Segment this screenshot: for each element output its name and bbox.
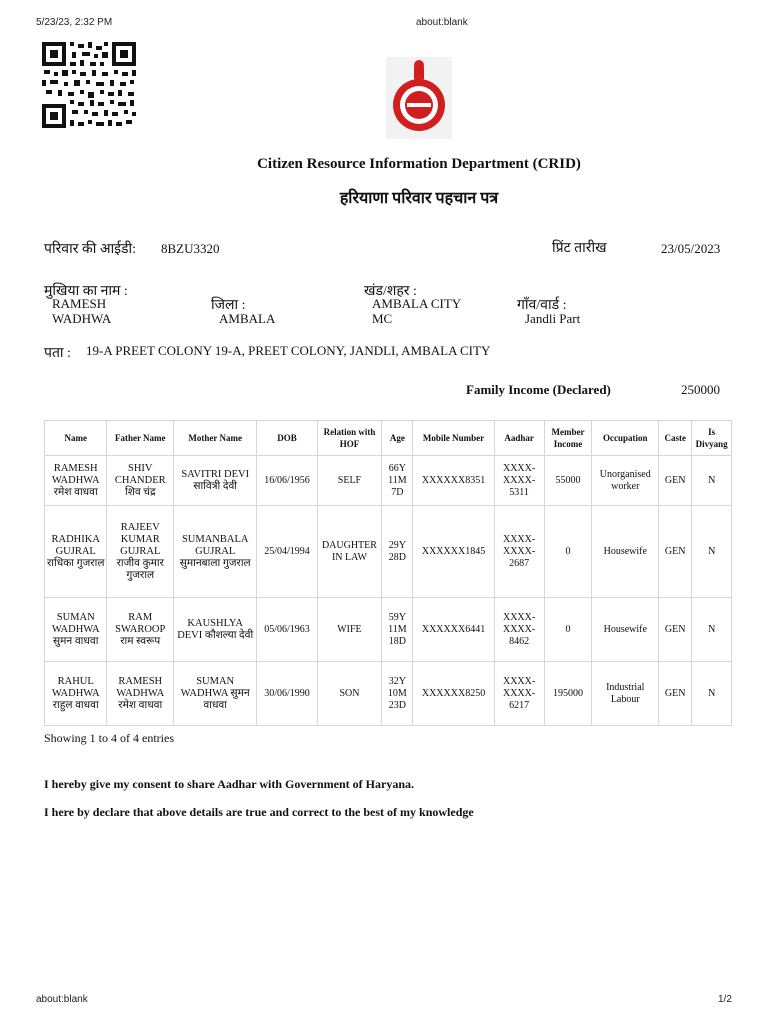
cell-divyang: N [692, 506, 732, 598]
cell-relation: WIFE [317, 598, 382, 662]
footer-page-number: 1/2 [718, 994, 732, 1005]
cell-relation: SON [317, 662, 382, 726]
cell-occupation: Housewife [592, 506, 659, 598]
family-id-label: परिवार की आईडी: [44, 242, 137, 257]
table-row [45, 506, 732, 598]
print-date-value: 23/05/2023 [661, 241, 721, 256]
column-header: Caste [659, 421, 692, 456]
entries-info: Showing 1 to 4 of 4 entries [44, 731, 174, 745]
column-header: Is Divyang [692, 421, 732, 456]
column-header: DOB [257, 421, 317, 456]
members-table [44, 420, 732, 726]
column-header: Mother Name [174, 421, 257, 456]
column-header: Occupation [592, 421, 659, 456]
cell-mobile: XXXXXX8351 [413, 456, 494, 506]
column-header: Aadhar [494, 421, 544, 456]
cell-member-income: 0 [544, 506, 592, 598]
cell-age: 29Y 28D [382, 506, 413, 598]
block-line1: AMBALA CITY [372, 296, 462, 311]
cell-occupation: Industrial Labour [592, 662, 659, 726]
cell-dob: 16/06/1956 [257, 456, 317, 506]
cell-aadhar: XXXX-XXXX-8462 [494, 598, 544, 662]
cell-dob: 25/04/1994 [257, 506, 317, 598]
cell-divyang: N [692, 456, 732, 506]
village-label: गाँव/वार्ड : [517, 298, 567, 313]
address-value: 19-A PREET COLONY 19-A, PREET COLONY, JANDLI, AMBALA CITY [86, 343, 491, 358]
print-datetime: 5/23/23, 2:32 PM [36, 17, 113, 28]
cell-aadhar: XXXX-XXXX-5311 [494, 456, 544, 506]
family-id-value: 8BZU3320 [161, 241, 220, 256]
family-income-value: 250000 [681, 382, 720, 397]
head-name-label: मुखिया का नाम : [44, 284, 128, 299]
column-header: Age [382, 421, 413, 456]
cell-dob: 30/06/1990 [257, 662, 317, 726]
cell-aadhar: XXXX-XXXX-2687 [494, 506, 544, 598]
document-title: Citizen Resource Information Department (CRID) [257, 156, 581, 172]
cell-mother-name: SAVITRI DEVI सावित्री देवी [174, 456, 257, 506]
cell-member-income: 195000 [544, 662, 592, 726]
cell-aadhar: XXXX-XXXX-6217 [494, 662, 544, 726]
table-row [45, 662, 732, 726]
cell-dob: 05/06/1963 [257, 598, 317, 662]
qr-code-icon [40, 40, 138, 130]
print-date-label: प्रिंट तारीख [552, 241, 607, 256]
cell-caste: GEN [659, 456, 692, 506]
cell-mother-name: KAUSHLYA DEVI कौशल्या देवी [174, 598, 257, 662]
column-header: Father Name [107, 421, 174, 456]
declaration-statement: I here by declare that above details are true and correct to the best of my knowledge [44, 805, 474, 819]
haryana-emblem-icon [386, 57, 452, 139]
cell-age: 32Y 10M 23D [382, 662, 413, 726]
family-income-label: Family Income (Declared) [466, 382, 611, 397]
cell-father-name: RAJEEV KUMAR GUJRAL राजीव कुमार गुजराल [107, 506, 174, 598]
district-label: जिला : [211, 298, 246, 313]
village-value: Jandli Part [525, 311, 581, 326]
cell-caste: GEN [659, 598, 692, 662]
footer-url: about:blank [36, 994, 88, 1005]
table-row [45, 598, 732, 662]
cell-occupation: Unorganised worker [592, 456, 659, 506]
block-label: खंड/शहर : [364, 284, 417, 299]
cell-mobile: XXXXXX1845 [413, 506, 494, 598]
column-header: Mobile Number [413, 421, 494, 456]
cell-father-name: RAMESH WADHWA रमेश वाधवा [107, 662, 174, 726]
table-row [45, 456, 732, 506]
cell-father-name: RAM SWAROOP राम स्वरूप [107, 598, 174, 662]
column-header: Relation with HOF [317, 421, 382, 456]
cell-mother-name: SUMANBALA GUJRAL सुमानबाला गुजराल [174, 506, 257, 598]
cell-mobile: XXXXXX6441 [413, 598, 494, 662]
block-line2: MC [372, 311, 393, 326]
cell-caste: GEN [659, 662, 692, 726]
cell-age: 59Y 11M 18D [382, 598, 413, 662]
cell-member-income: 55000 [544, 456, 592, 506]
cell-relation: SELF [317, 456, 382, 506]
cell-name: RAMESH WADHWA रमेश वाधवा [45, 456, 107, 506]
print-url: about:blank [416, 17, 468, 28]
district-value: AMBALA [219, 311, 276, 326]
cell-caste: GEN [659, 506, 692, 598]
address-label: पता : [44, 346, 71, 361]
cell-occupation: Housewife [592, 598, 659, 662]
cell-relation: DAUGHTER IN LAW [317, 506, 382, 598]
cell-divyang: N [692, 662, 732, 726]
head-name-line1: RAMESH [52, 296, 107, 311]
cell-divyang: N [692, 598, 732, 662]
cell-age: 66Y 11M 7D [382, 456, 413, 506]
cell-name: RAHUL WADHWA राहुल वाधवा [45, 662, 107, 726]
consent-statement: I hereby give my consent to share Aadhar with Government of Haryana. [44, 777, 414, 791]
cell-mother-name: SUMAN WADHWA सुमन वाधवा [174, 662, 257, 726]
cell-member-income: 0 [544, 598, 592, 662]
head-name-line2: WADHWA [52, 311, 112, 326]
cell-mobile: XXXXXX8250 [413, 662, 494, 726]
column-header: Name [45, 421, 107, 456]
table-header-row [45, 421, 732, 456]
cell-name: RADHIKA GUJRAL राधिका गुजराल [45, 506, 107, 598]
cell-father-name: SHIV CHANDER शिव चंद्र [107, 456, 174, 506]
cell-name: SUMAN WADHWA सुमन वाधवा [45, 598, 107, 662]
column-header: Member Income [544, 421, 592, 456]
document-subtitle: हरियाणा परिवार पहचान पत्र [339, 190, 499, 207]
